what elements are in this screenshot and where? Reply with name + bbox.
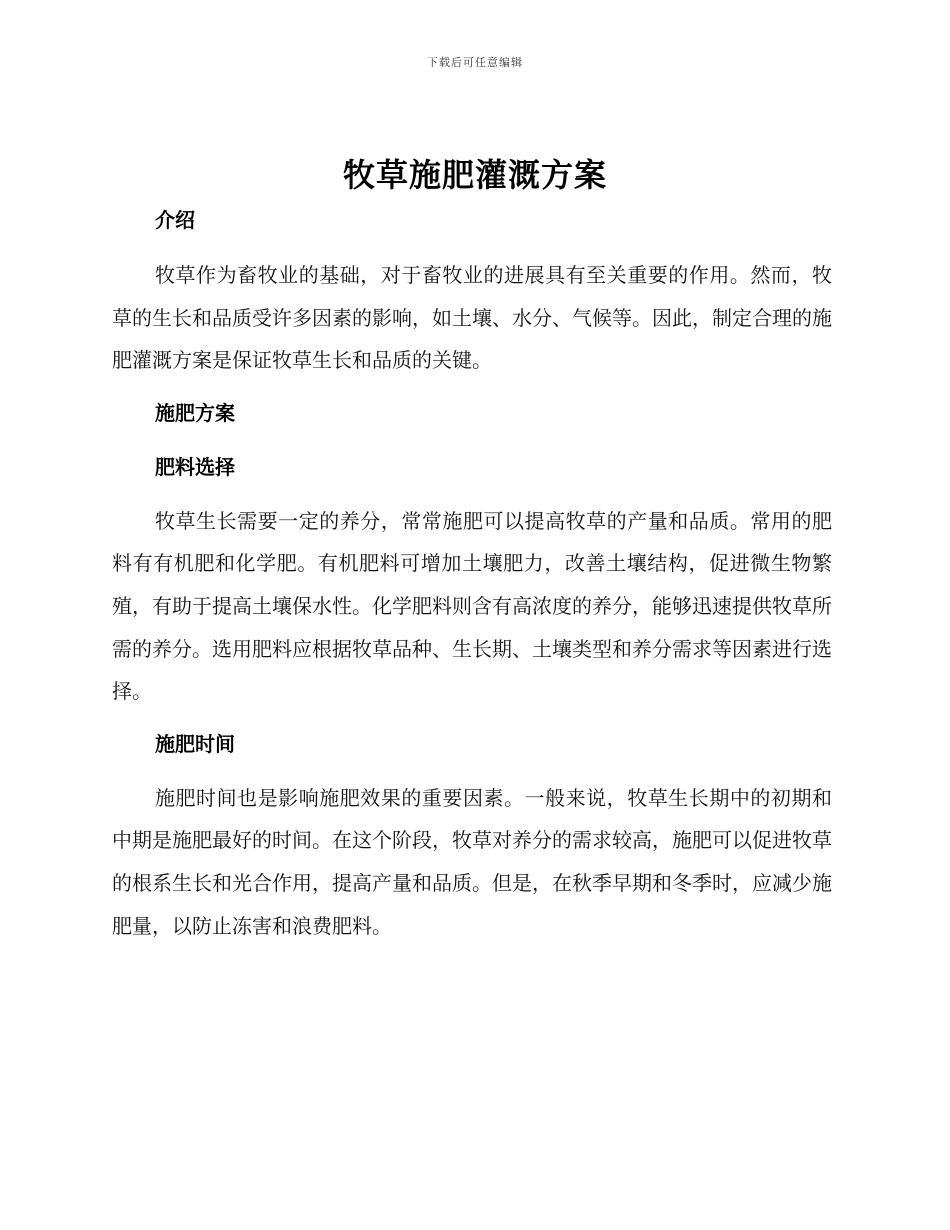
section-heading-fertilization-plan: 施肥方案 (155, 400, 235, 425)
section-heading-intro: 介绍 (155, 208, 195, 232)
intro-paragraph: 牧草作为畜牧业的基础，对于畜牧业的进展具有至关重要的作用。然而，牧草的生长和品质受许多因素的影响，如土壤、水分、气候等。因此，制定合理的施肥灌溉方案是保证牧草生长和品质的关键。 (112, 263, 832, 373)
page-header-note: 下载后可任意编辑 (427, 56, 523, 69)
fertilization-timing-paragraph: 施肥时间也是影响施肥效果的重要因素。一般来说，牧草生长期中的初期和中期是施肥最好的时间。在这个阶段，牧草对养分的需求较高，施肥可以促进牧草的根系生长和光合作用，提高产量和品质。但是，在秋季早期和冬季时，应减少施肥量，以防止冻害和浪费肥料。 (112, 785, 832, 938)
section-heading-fertilizer-selection: 肥料选择 (155, 454, 235, 479)
document-body (112, 200, 832, 947)
document-title: 牧草施肥灌溉方案 (342, 156, 607, 194)
section-heading-fertilization-timing: 施肥时间 (155, 731, 235, 756)
fertilizer-selection-paragraph: 牧草生长需要一定的养分，常常施肥可以提高牧草的产量和品质。常用的肥料有有机肥和化学肥。有机肥料可增加土壤肥力，改善土壤结构，促进微生物繁殖，有助于提高土壤保水性。化学肥料则含有高浓度的养分，能够迅速提供牧草所需的养分。选用肥料应根据牧草品种、生长期、土壤类型和养分需求等因素进行选择。 (112, 508, 832, 704)
